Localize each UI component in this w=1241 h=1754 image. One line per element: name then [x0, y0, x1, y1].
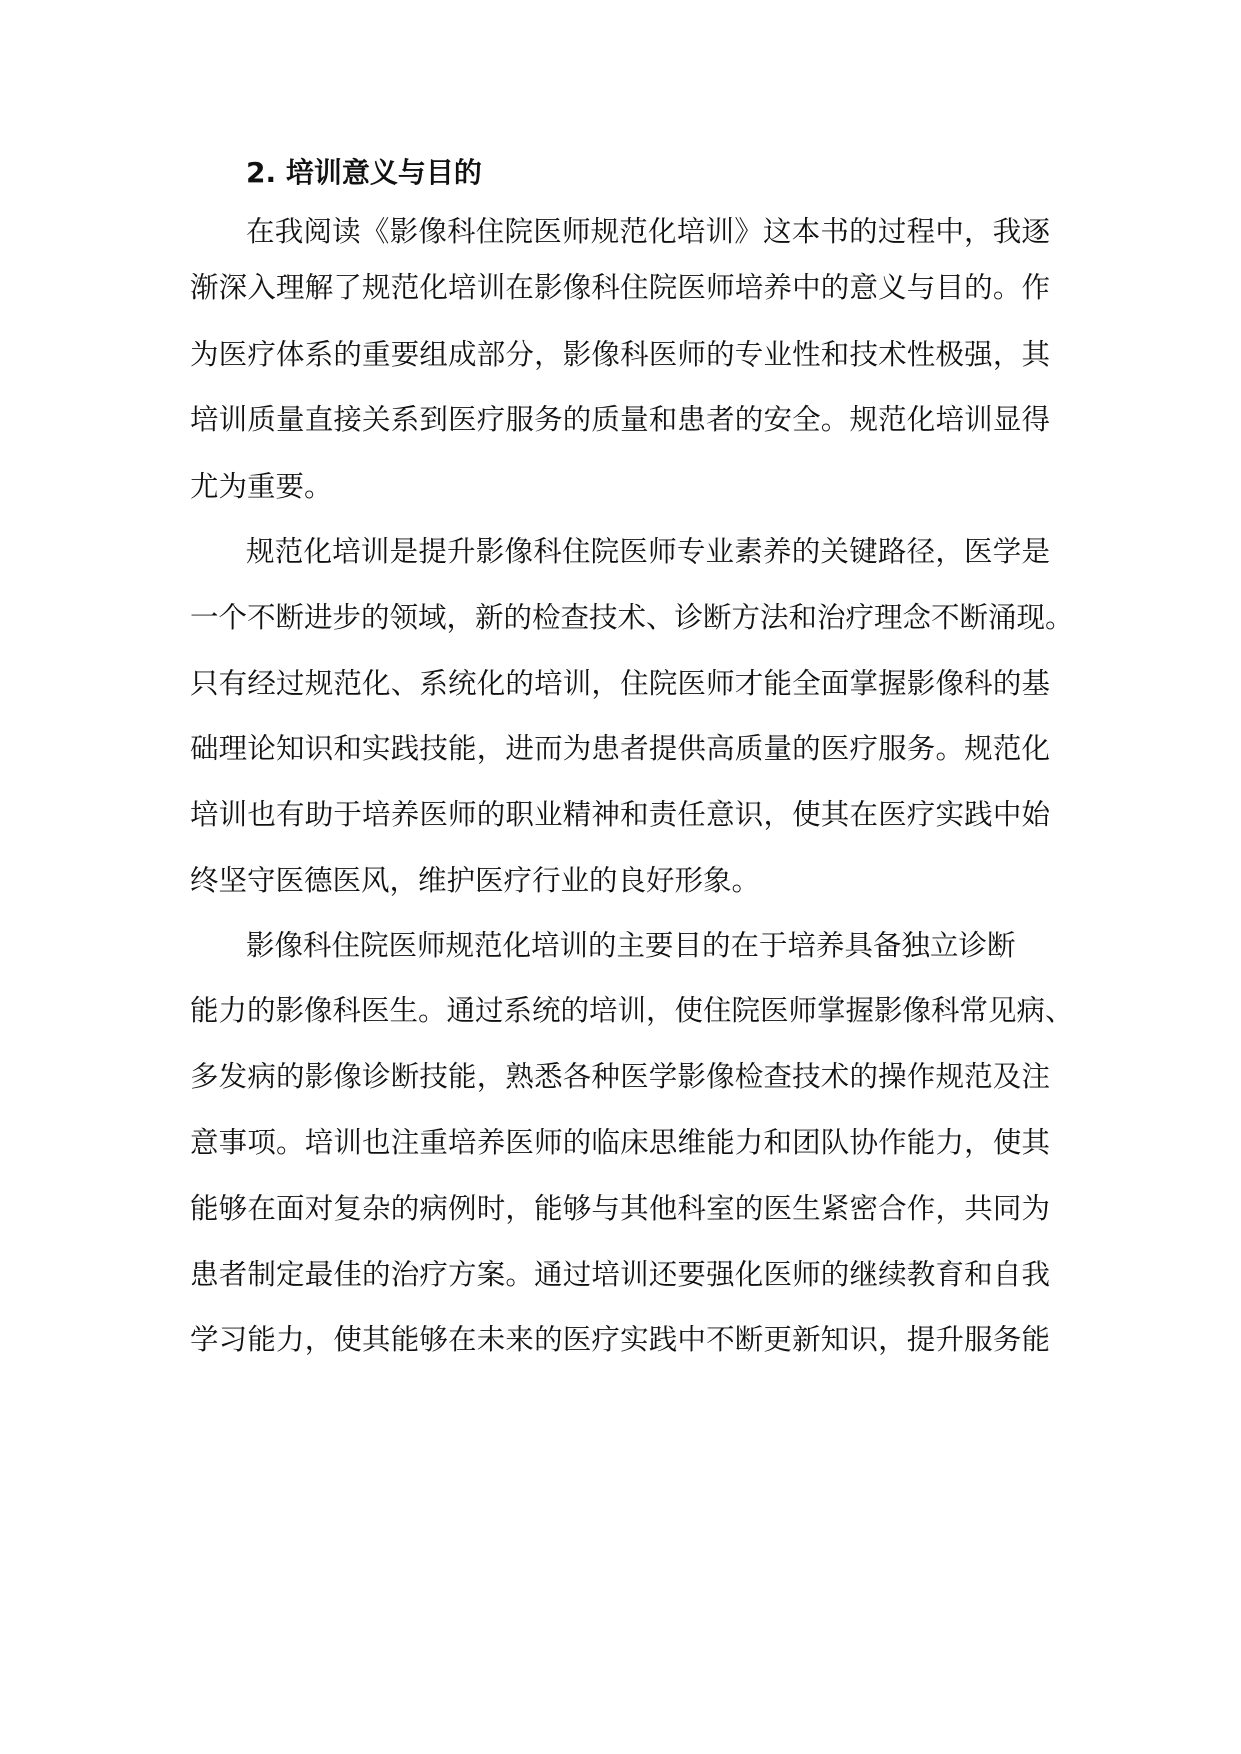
paragraph-line: 培训也有助于培养医师的职业精神和责任意识，使其在医疗实践中始	[190, 798, 1050, 831]
paragraph-line: 学习能力，使其能够在未来的医疗实践中不断更新知识，提升服务能	[190, 1323, 1050, 1356]
paragraph-line: 一个不断进步的领域，新的检查技术、诊断方法和治疗理念不断涌现。	[190, 601, 1074, 634]
paragraph-line: 患者制定最佳的治疗方案。通过培训还要强化医师的继续教育和自我	[190, 1258, 1050, 1291]
paragraph-line: 能够在面对复杂的病例时，能够与其他科室的医生紧密合作，共同为	[190, 1192, 1050, 1225]
paragraph-line: 终坚守医德医风，维护医疗行业的良好形象。	[190, 864, 761, 897]
paragraph-line: 为医疗体系的重要组成部分，影像科医师的专业性和技术性极强，其	[190, 338, 1050, 371]
paragraph-line: 渐深入理解了规范化培训在影像科住院医师培养中的意义与目的。作	[190, 271, 1050, 304]
paragraph-line: 培训质量直接关系到医疗服务的质量和患者的安全。规范化培训显得	[190, 403, 1050, 436]
paragraph-line: 意事项。培训也注重培养医师的临床思维能力和团队协作能力，使其	[190, 1126, 1050, 1159]
paragraph-line: 础理论知识和实践技能，进而为患者提供高质量的医疗服务。规范化	[190, 732, 1050, 765]
paragraph-line: 能力的影像科医生。通过系统的培训，使住院医师掌握影像科常见病、	[190, 994, 1074, 1027]
paragraph-line: 规范化培训是提升影像科住院医师专业素养的关键路径，医学是	[246, 535, 1050, 568]
paragraph-line: 多发病的影像诊断技能，熟悉各种医学影像检查技术的操作规范及注	[190, 1060, 1050, 1093]
section-heading: 2. 培训意义与目的	[246, 156, 482, 189]
paragraph-line: 只有经过规范化、系统化的培训，住院医师才能全面掌握影像科的基	[190, 667, 1050, 700]
paragraph-line: 影像科住院医师规范化培训的主要目的在于培养具备独立诊断	[246, 929, 1016, 962]
paragraph-line: 在我阅读《影像科住院医师规范化培训》这本书的过程中，我逐	[246, 215, 1050, 248]
paragraph-line: 尤为重要。	[190, 470, 333, 503]
